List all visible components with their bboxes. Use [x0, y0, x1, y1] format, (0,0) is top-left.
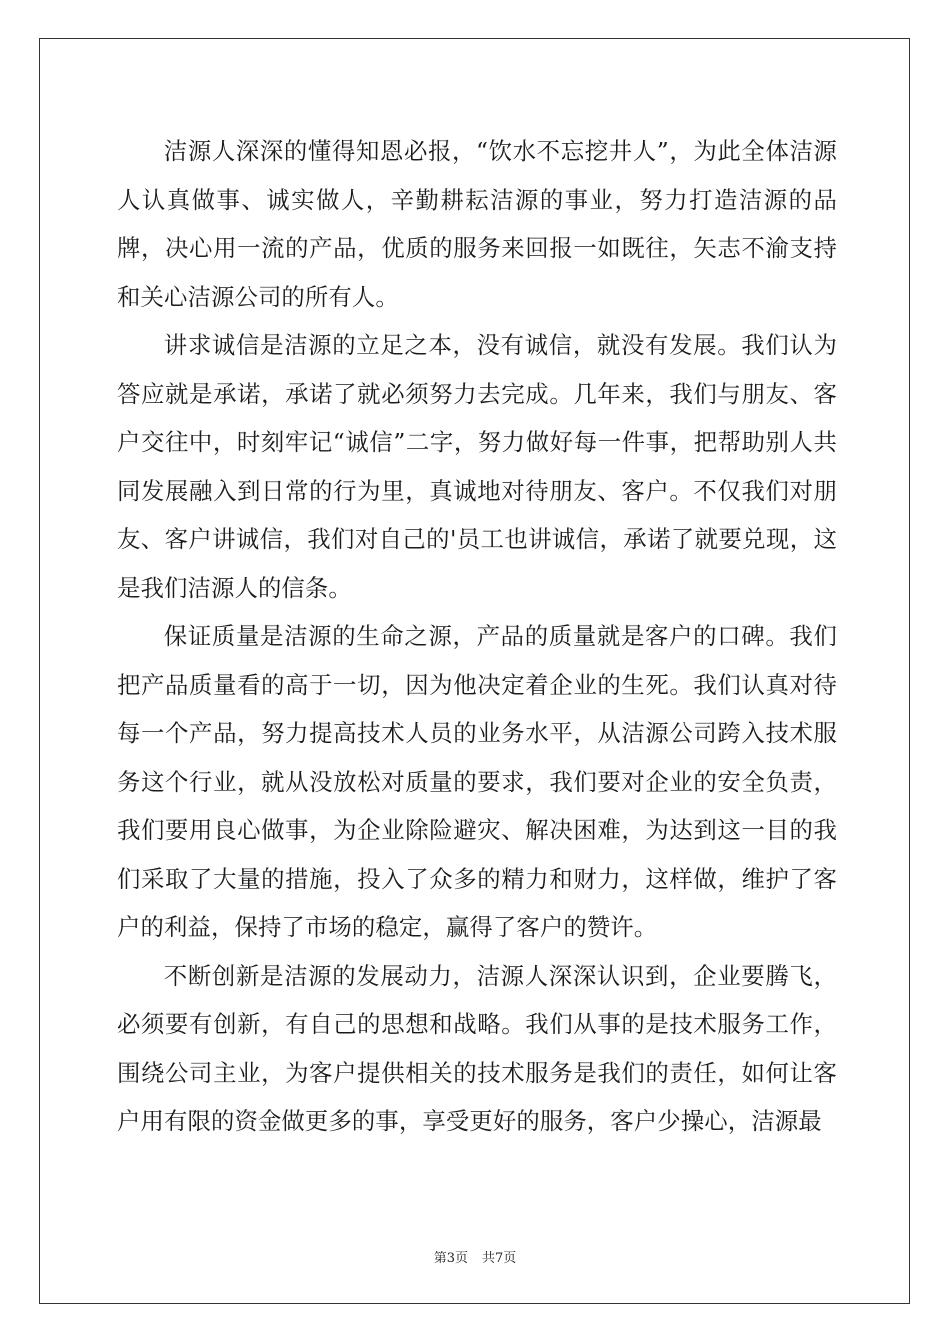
paragraph-integrity: 讲求诚信是洁源的立足之本，没有诚信，就没有发展。我们认为答应就是承诺，承诺了就必须努力去完成。几年来，我们与朋友、客户交往中，时刻牢记“诚信”二字，努力做好每一件事，把帮助别人共同发展融入到日常的行为里，真诚地对待朋友、客户。不仅我们对朋友、客户讲诚信，我们对自己的'员工也讲诚信，承诺了就要兑现，这是我们洁源人的信条。 — [117, 331, 837, 602]
page-number: 第3页 — [433, 1251, 468, 1266]
paragraph-gratitude: 洁源人深深的懂得知恩必报，“饮水不忘挖井人”，为此全体洁源人认真做事、诚实做人，辛勤耕耘洁源的事业，努力打造洁源的品牌，决心用一流的产品，优质的服务来回报一如既往，矢志不渝支持和关心洁源公司的所有人。 — [117, 137, 837, 311]
paragraph-quality: 保证质量是洁源的生命之源，产品的质量就是客户的口碑。我们把产品质量看的高于一切，因为他决定着企业的生死。我们认真对待每一个产品，努力提高技术人员的业务水平，从洁源公司跨入技术服务这个行业，就从没放松对质量的要求，我们要对企业的安全负责，我们要用良心做事，为企业除险避灾、解决困难，为达到这一目的我们采取了大量的措施，投入了众多的精力和财力，这样做，维护了客户的利益，保持了市场的稳定，赢得了客户的赞许。 — [117, 622, 837, 941]
paragraph-innovation: 不断创新是洁源的发展动力，洁源人深深认识到，企业要腾飞，必须要有创新，有自己的思想和战略。我们从事的是技术服务工作，围绕公司主业，为客户提供相关的技术服务是我们的责任，如何让客户用有限的资金做更多的事，享受更好的服务，客户少操心，洁源最 — [117, 961, 837, 1135]
page-total: 共7页 — [482, 1251, 517, 1266]
document-body — [117, 127, 837, 1146]
page-footer — [0, 1247, 950, 1266]
